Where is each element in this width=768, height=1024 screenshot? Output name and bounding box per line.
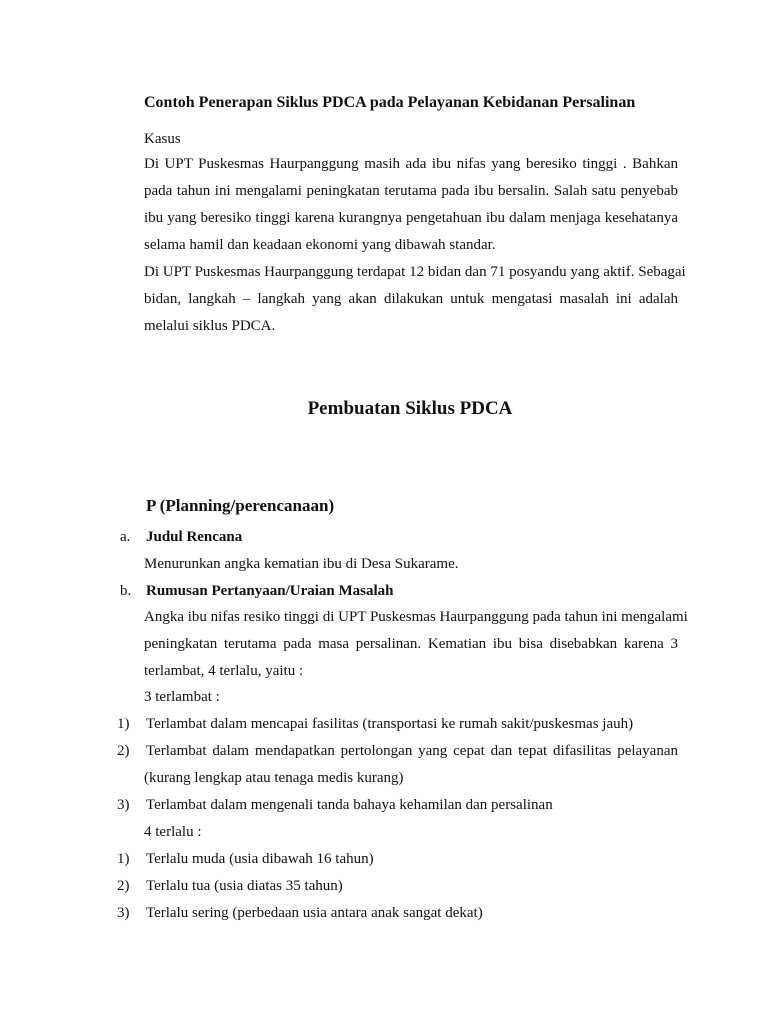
- list-number: 1): [117, 716, 130, 732]
- paragraph-line: Di UPT Puskesmas Haurpanggung masih ada ibu nifas yang beresiko tinggi . Bahkan: [144, 156, 678, 172]
- kasus-label: Kasus: [144, 131, 181, 147]
- case-paragraph-1: [144, 151, 678, 259]
- paragraph-line: ibu yang beresiko tinggi karena kurangnya pengetahuan ibu dalam menjaga kesehatanya: [144, 210, 678, 226]
- list-number: 3): [117, 905, 130, 921]
- paragraph-line: melalui siklus PDCA.: [144, 318, 276, 334]
- planning-heading: P (Planning/perencanaan): [146, 496, 335, 515]
- terlambat-label: 3 terlambat :: [144, 689, 220, 705]
- case-paragraph-2: [144, 259, 686, 340]
- list-number: 2): [117, 878, 130, 894]
- list-item-continuation: (kurang lengkap atau tenaga medis kurang): [144, 770, 404, 786]
- list-marker-a: a.: [120, 529, 131, 545]
- item-a-text: Menurunkan angka kematian ibu di Desa Sukarame.: [144, 556, 459, 572]
- paragraph-line: bidan, langkah – langkah yang akan dilakukan untuk mengatasi masalah ini adalah: [144, 291, 678, 307]
- paragraph-line: selama hamil dan keadaan ekonomi yang dibawah standar.: [144, 237, 496, 253]
- section-heading: Pembuatan Siklus PDCA: [307, 398, 513, 419]
- terlalu-label: 4 terlalu :: [144, 824, 202, 840]
- paragraph-line: Di UPT Puskesmas Haurpanggung terdapat 12 bidan dan 71 posyandu yang aktif. Sebagai: [144, 264, 686, 280]
- document-title: Contoh Penerapan Siklus PDCA pada Pelayanan Kebidanan Persalinan: [144, 94, 636, 111]
- paragraph-line: terlambat, 4 terlalu, yaitu :: [144, 663, 304, 679]
- item-b-paragraph: [144, 604, 688, 685]
- list-item: Terlalu sering (perbedaan usia antara anak sangat dekat): [146, 905, 483, 921]
- paragraph-line: peningkatan terutama pada masa persalinan. Kematian ibu bisa disebabkan karena 3: [144, 636, 678, 652]
- list-item: Terlambat dalam mencapai fasilitas (transportasi ke rumah sakit/puskesmas jauh): [146, 716, 634, 732]
- list-number: 3): [117, 797, 130, 813]
- list-item: Terlalu muda (usia dibawah 16 tahun): [146, 851, 374, 867]
- paragraph-line: pada tahun ini mengalami peningkatan terutama pada ibu bersalin. Salah satu penyebab: [144, 183, 678, 199]
- list-number: 2): [117, 743, 130, 759]
- list-number: 1): [117, 851, 130, 867]
- item-a-label: Judul Rencana: [146, 529, 243, 545]
- list-item: Terlalu tua (usia diatas 35 tahun): [146, 878, 343, 894]
- item-b-label: Rumusan Pertanyaan/Uraian Masalah: [146, 583, 394, 599]
- list-item: [146, 738, 678, 765]
- paragraph-line: Terlambat dalam mendapatkan pertolongan yang cepat dan tepat difasilitas pelayanan: [146, 743, 678, 759]
- list-item: Terlambat dalam mengenali tanda bahaya kehamilan dan persalinan: [146, 797, 553, 813]
- paragraph-line: Angka ibu nifas resiko tinggi di UPT Puskesmas Haurpanggung pada tahun ini mengalami: [144, 609, 688, 625]
- list-marker-b: b.: [120, 583, 132, 599]
